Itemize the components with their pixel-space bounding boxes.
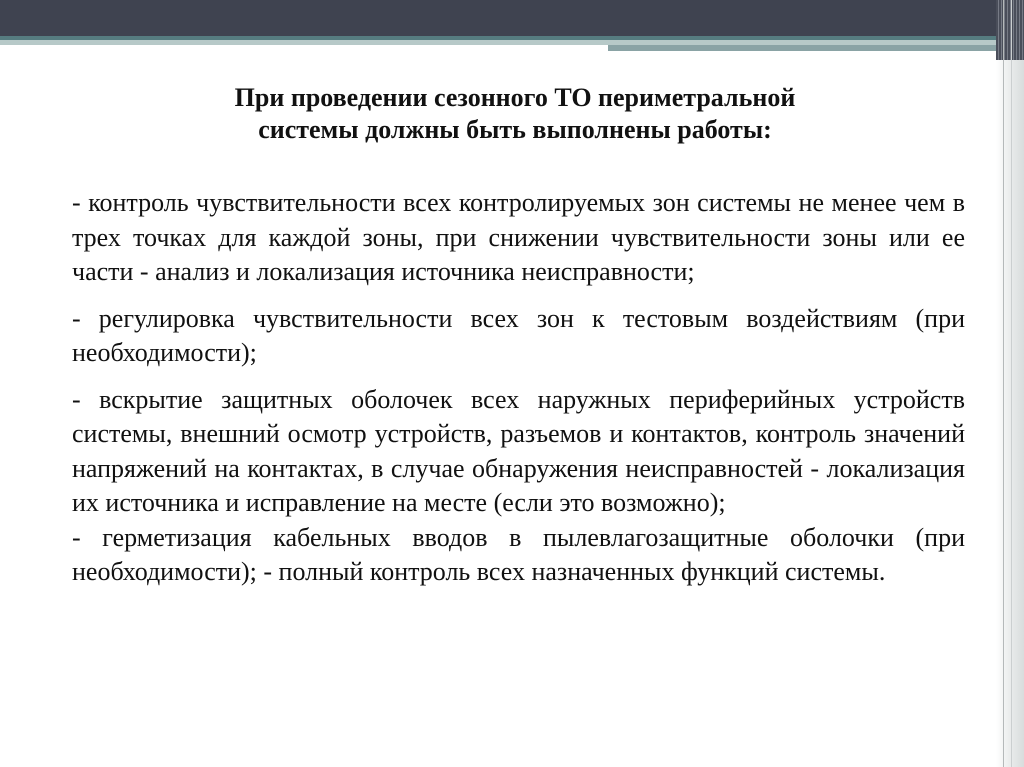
right-edge-line [1003,0,1004,767]
slide-title-line-2: системы должны быть выполнены работы: [258,115,772,144]
slide-title [120,82,910,146]
accent-stripe-right [608,45,1024,51]
right-edge-line-secondary [1011,0,1012,767]
accent-stripe-dark [0,36,1024,40]
work-item-sensitivity-check: - контроль чувствительности всех контролируемых зон системы не менее чем в трех точках для каждой зоны, при снижении чувствительности зоны или ее части - анализ и локализация источника неисправности; [72,188,965,286]
work-item-sensitivity-adjustment: - регулировка чувствительности всех зон к тестовым воздействиям (при необходимости); [72,303,965,367]
corner-grooves [996,0,1024,60]
slide-title-line-1: При проведении сезонного ТО периметральной [234,83,796,112]
work-list [72,186,965,602]
header-bar [0,0,1024,36]
work-item-sealing-and-function-check: - герметизация кабельных вводов в пылевлагозащитные оболочки (при необходимости); - полный контроль всех назначенных функций системы. [72,522,965,586]
right-edge-bevel [996,0,1024,767]
work-item-device-inspection: - вскрытие защитных оболочек всех наружных периферийных устройств системы, внешний осмотр устройств, разъемов и контактов, контроль значений напряжений на контактах, в случае обнаружения неисправностей - локализация их источника и исправление на месте (если это возможно); [72,384,965,517]
